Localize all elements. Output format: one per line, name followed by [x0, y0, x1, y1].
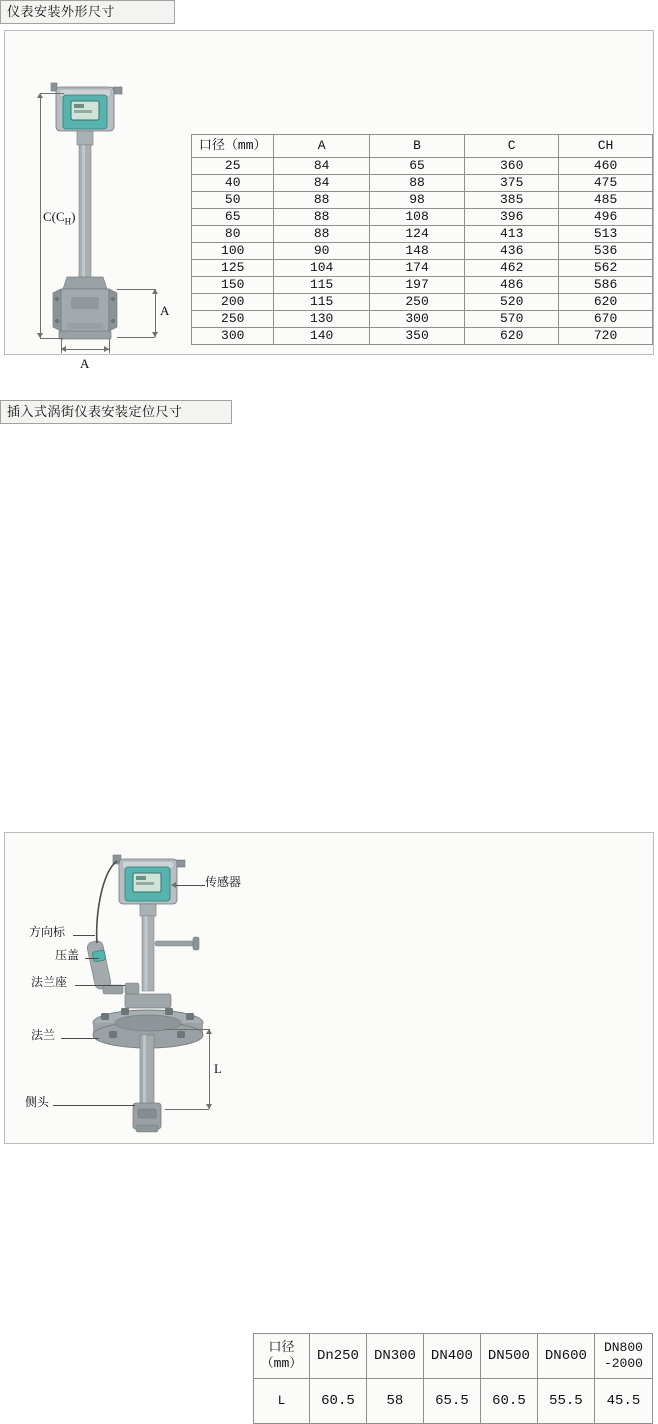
dim-line-b	[155, 289, 156, 337]
cell-ch: 475	[559, 175, 653, 192]
cell-b: 174	[369, 260, 464, 277]
cell-caliber: DN600	[537, 1334, 594, 1379]
label-direction-mark: 方向标	[29, 925, 66, 939]
cell-caliber: 65	[192, 209, 274, 226]
dim-ext-b-top	[117, 289, 155, 290]
label-pressure-cap: 压盖	[55, 948, 80, 962]
cell-c: 570	[465, 311, 559, 328]
cell-caliber: 100	[192, 243, 274, 260]
cell-b: 108	[369, 209, 464, 226]
section-2-panel	[4, 832, 654, 1409]
label-flange: 法兰	[31, 1028, 56, 1042]
cell-caliber-range-line2: -2000	[603, 1356, 643, 1371]
cell-l: 60.5	[309, 1379, 366, 1424]
cell-ch: 562	[559, 260, 653, 277]
table2-header-caliber-line2: （mm）	[260, 1356, 303, 1371]
leader-direction-mark	[73, 935, 95, 936]
dim-label-l: L	[214, 1061, 222, 1076]
section-outline-dimensions	[0, 0, 658, 371]
dim-ext-l-bottom	[165, 1109, 209, 1110]
cell-b: 88	[369, 175, 464, 192]
table1-header-ch: CH	[559, 135, 653, 158]
cell-caliber: 80	[192, 226, 274, 243]
cell-b: 65	[369, 158, 464, 175]
cell-b: 98	[369, 192, 464, 209]
cell-a: 88	[274, 192, 369, 209]
table-header-row	[192, 135, 653, 158]
cell-caliber: 200	[192, 294, 274, 311]
leader-flange-seat	[75, 985, 125, 986]
cell-l: 45.5	[594, 1379, 652, 1424]
dim-line-c	[40, 93, 41, 338]
cell-c: 360	[465, 158, 559, 175]
table-row	[192, 243, 653, 260]
dim-ext-l-top	[165, 1029, 209, 1030]
cell-l: 58	[366, 1379, 423, 1424]
dim-ext-b-bottom	[117, 337, 155, 338]
cell-caliber: Dn250	[309, 1334, 366, 1379]
cell-caliber-range	[594, 1334, 652, 1379]
dim-ext-a-right	[109, 339, 110, 353]
cell-c: 385	[465, 192, 559, 209]
table-row	[192, 294, 653, 311]
table-row	[192, 158, 653, 175]
cell-ch: 460	[559, 158, 653, 175]
table2-header-caliber	[254, 1334, 310, 1379]
table1-header-caliber: 口径（mm）	[192, 135, 274, 158]
cell-l: 60.5	[480, 1379, 537, 1424]
insertion-positioning-table	[253, 1333, 653, 1424]
label-flange-seat: 法兰座	[31, 975, 68, 989]
outline-dimension-table	[191, 134, 653, 345]
cell-c: 375	[465, 175, 559, 192]
cell-ch: 720	[559, 328, 653, 345]
cell-caliber: DN300	[366, 1334, 423, 1379]
table1-header-b: B	[369, 135, 464, 158]
cell-b: 124	[369, 226, 464, 243]
cell-a: 88	[274, 209, 369, 226]
cell-a: 115	[274, 294, 369, 311]
cell-ch: 496	[559, 209, 653, 226]
table2-header-l: L	[254, 1379, 310, 1424]
cell-b: 197	[369, 277, 464, 294]
cell-a: 104	[274, 260, 369, 277]
section-1-panel	[4, 30, 654, 371]
cell-caliber: 150	[192, 277, 274, 294]
section-2-heading-label: 插入式涡街仪表安装定位尺寸	[7, 404, 183, 419]
table-row-l	[254, 1379, 653, 1424]
cell-a: 90	[274, 243, 369, 260]
cell-a: 84	[274, 158, 369, 175]
dim-label-c: $C(C_H)$	[43, 209, 76, 227]
dim-ext-a-left	[61, 339, 62, 353]
figure-outline-meter	[5, 31, 191, 371]
cell-b: 148	[369, 243, 464, 260]
dim-label-b: A	[160, 303, 170, 318]
table-row	[192, 209, 653, 226]
table-row	[192, 192, 653, 209]
label-sensor: 传感器	[205, 875, 242, 889]
cell-b: 300	[369, 311, 464, 328]
table-row	[192, 277, 653, 294]
dim-line-a	[61, 349, 109, 350]
cell-caliber: DN500	[480, 1334, 537, 1379]
cell-c: 620	[465, 328, 559, 345]
cell-a: 115	[274, 277, 369, 294]
section-insertion-positioning	[0, 400, 658, 1409]
cell-ch: 620	[559, 294, 653, 311]
table2-header-caliber-line1: 口径	[268, 1340, 295, 1355]
cell-b: 350	[369, 328, 464, 345]
cell-ch: 485	[559, 192, 653, 209]
cell-a: 140	[274, 328, 369, 345]
section-2-heading	[0, 400, 232, 424]
table-row	[192, 311, 653, 328]
cell-ch: 586	[559, 277, 653, 294]
cell-caliber: DN400	[423, 1334, 480, 1379]
cell-c: 436	[465, 243, 559, 260]
cell-a: 88	[274, 226, 369, 243]
table-row-caliber	[254, 1334, 653, 1379]
cell-ch: 513	[559, 226, 653, 243]
section-1-heading-label: 仪表安装外形尺寸	[7, 4, 116, 19]
cell-c: 486	[465, 277, 559, 294]
cell-caliber: 25	[192, 158, 274, 175]
cell-c: 462	[465, 260, 559, 277]
dim-ext-c-top	[40, 93, 64, 94]
cell-caliber: 300	[192, 328, 274, 345]
table-row	[192, 226, 653, 243]
cell-caliber: 40	[192, 175, 274, 192]
leader-sensor	[175, 885, 205, 886]
cell-ch: 670	[559, 311, 653, 328]
cell-c: 413	[465, 226, 559, 243]
cell-caliber-range-line1: DN800	[603, 1340, 643, 1355]
leader-pressure-cap	[85, 958, 99, 959]
cell-l: 65.5	[423, 1379, 480, 1424]
section-1-heading	[0, 0, 175, 24]
cell-caliber: 50	[192, 192, 274, 209]
cell-l: 55.5	[537, 1379, 594, 1424]
table1-header-c: C	[465, 135, 559, 158]
cell-c: 396	[465, 209, 559, 226]
leader-arrow-sensor	[171, 882, 176, 888]
table-row	[192, 175, 653, 192]
dim-label-a: A	[80, 356, 90, 371]
cell-a: 130	[274, 311, 369, 328]
label-side-head: 侧头	[25, 1095, 50, 1109]
cell-c: 520	[465, 294, 559, 311]
leader-flange	[61, 1038, 99, 1039]
cell-caliber: 250	[192, 311, 274, 328]
cell-caliber: 125	[192, 260, 274, 277]
cell-a: 84	[274, 175, 369, 192]
table1-header-a: A	[274, 135, 369, 158]
cell-b: 250	[369, 294, 464, 311]
table-row	[192, 328, 653, 345]
dim-line-l	[209, 1029, 210, 1109]
table-row	[192, 260, 653, 277]
cell-ch: 536	[559, 243, 653, 260]
leader-side-head	[53, 1105, 135, 1106]
